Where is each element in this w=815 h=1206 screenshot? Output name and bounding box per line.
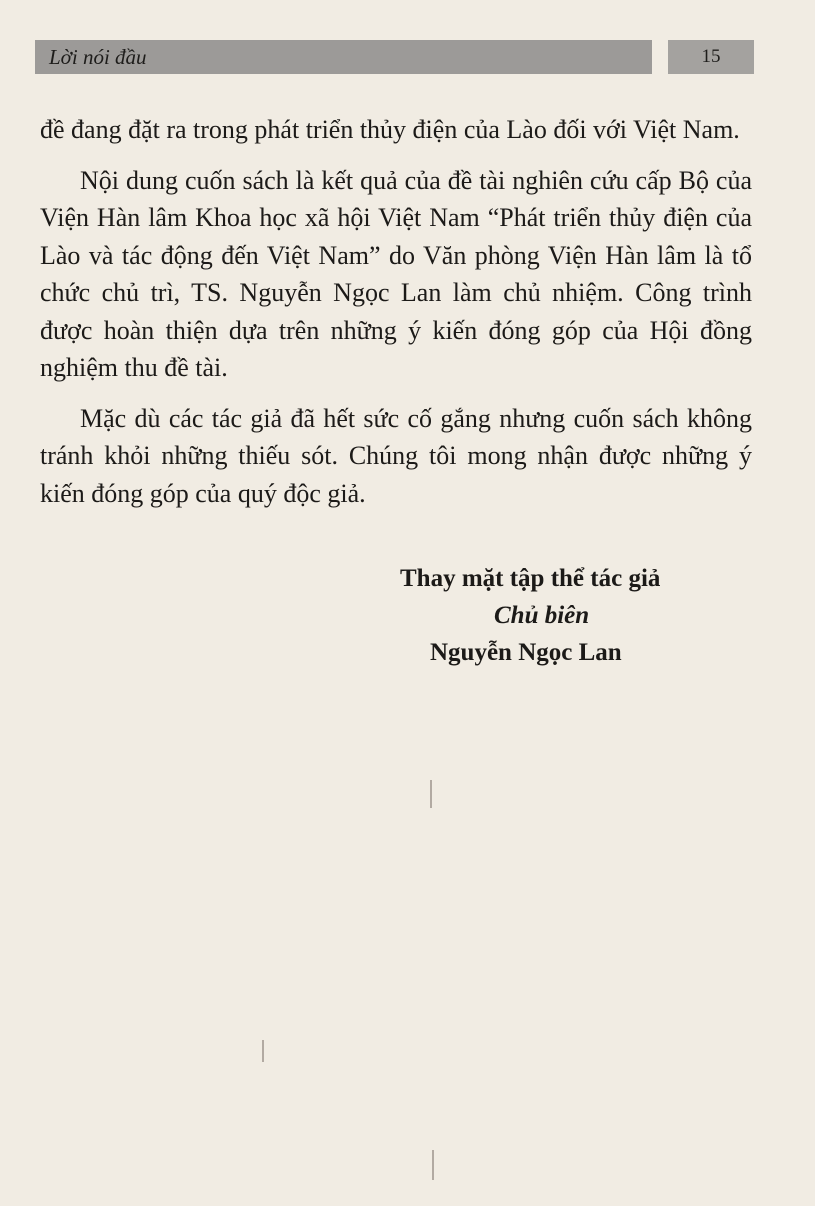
running-header (35, 40, 652, 74)
body-text (40, 111, 752, 525)
signature-title: Thay mặt tập thể tác giả (400, 565, 661, 592)
signature-role: Chủ biên (494, 602, 590, 629)
paragraph-3: Mặc dù các tác giả đã hết sức cố gắng nhưng cuốn sách không tránh khỏi những thiếu sót. Chúng tôi mong nhận được những ý kiến đóng góp của quý độc giả. (40, 403, 752, 508)
chapter-title: Lời nói đầu (49, 44, 147, 69)
paper-mark (430, 780, 432, 808)
paragraph-1: đề đang đặt ra trong phát triển thủy điện của Lào đối với Việt Nam. (40, 115, 740, 144)
signature-block (400, 560, 700, 671)
paragraph-2: Nội dung cuốn sách là kết quả của đề tài nghiên cứu cấp Bộ của Viện Hàn lâm Khoa học xã hội Việt Nam “Phát triển thủy điện của Lào và tác động đến Việt Nam” do Văn phòng Viện Hàn lâm là tổ chức chủ trì, TS. Nguyễn Ngọc Lan làm chủ nhiệm. Công trình được hoàn thiện dựa trên những ý kiến đóng góp của Hội đồng nghiệm thu đề tài. (40, 165, 752, 382)
page-number: 15 (668, 40, 754, 74)
signature-name: Nguyễn Ngọc Lan (430, 639, 622, 666)
paper-mark (432, 1150, 434, 1180)
paper-mark (262, 1040, 264, 1062)
